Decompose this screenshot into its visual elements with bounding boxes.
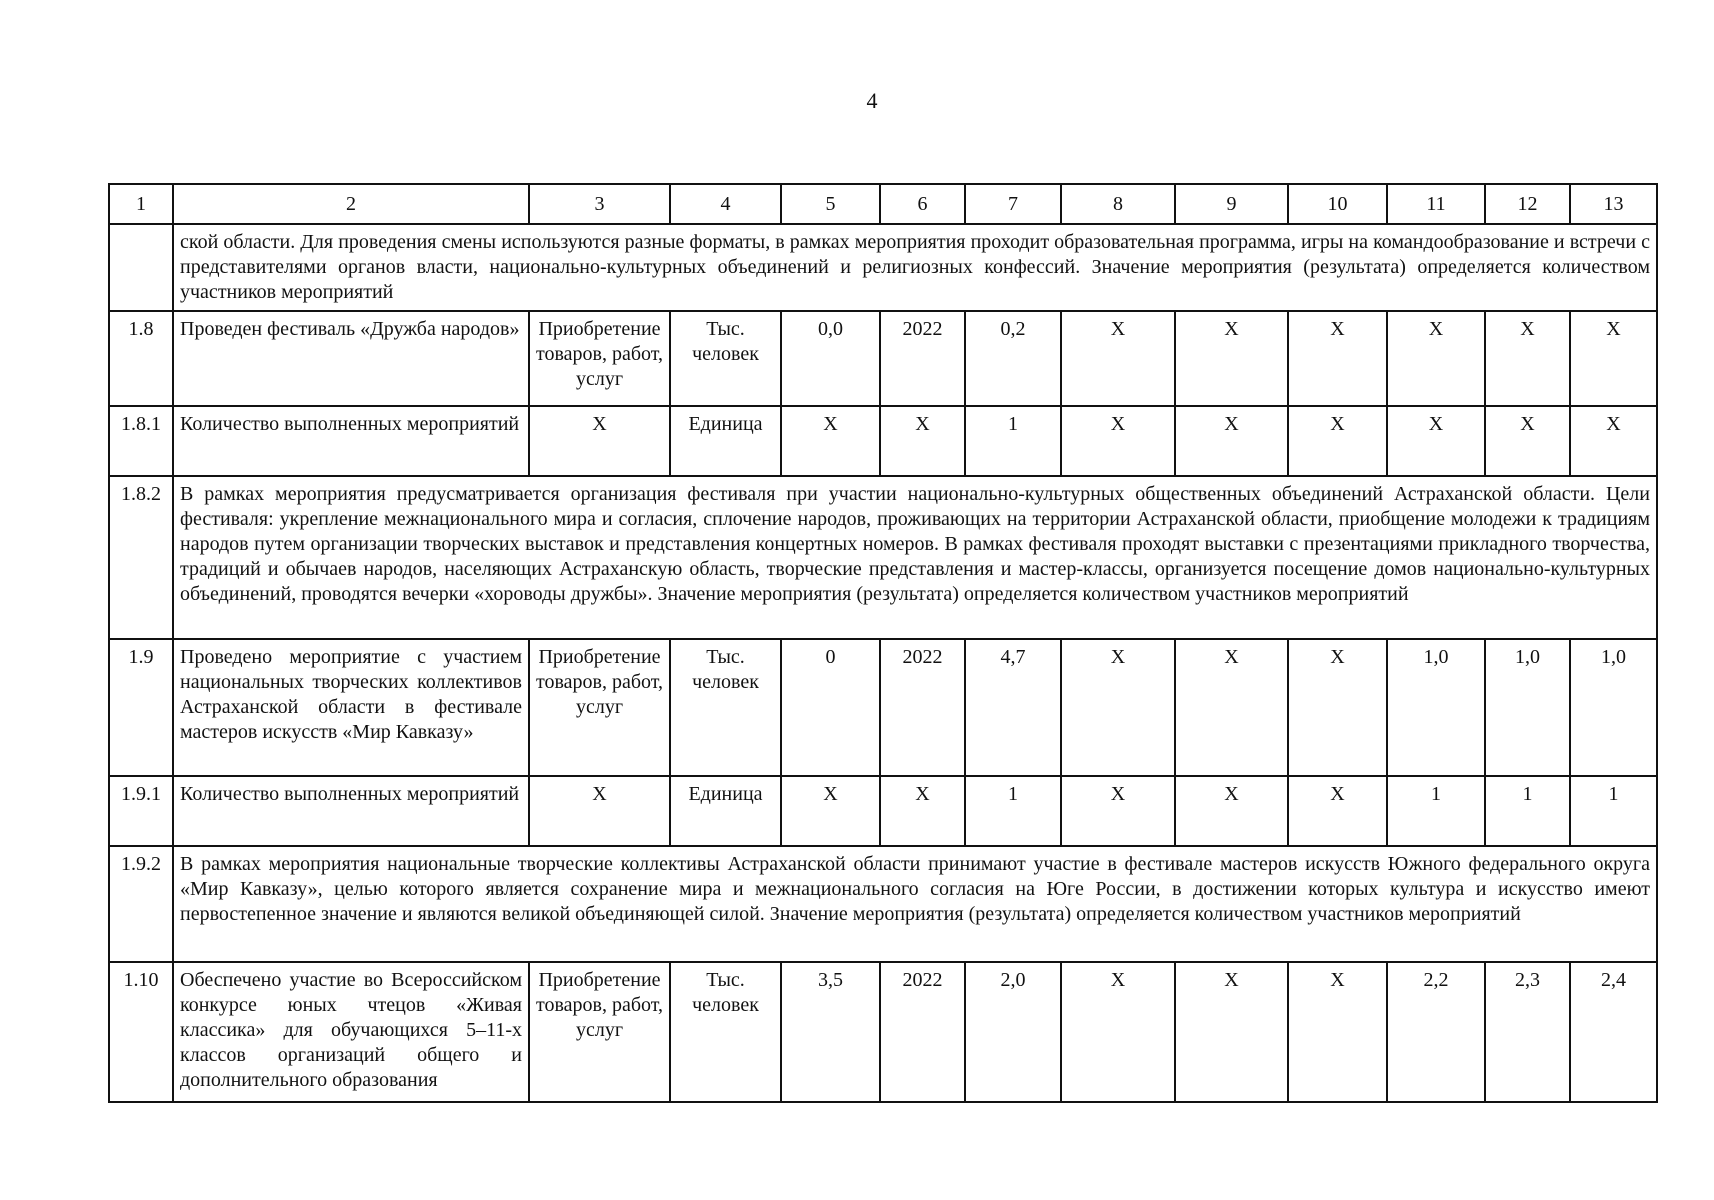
- cell-c8: X: [1061, 962, 1175, 1102]
- cell-c10: X: [1288, 962, 1387, 1102]
- cell-c12: 1: [1485, 776, 1570, 846]
- cell-c4: Тыс. человек: [670, 962, 781, 1102]
- row-number: 1.8: [109, 311, 173, 406]
- indicator-name: Проведено мероприятие с участием национальных творческих коллективов Астраханской области в фестивале мастеров искусств «Мир Кавказу»: [173, 639, 529, 776]
- cell-c3: X: [529, 406, 670, 476]
- cell-c12: X: [1485, 311, 1570, 406]
- cell-c11: 2,2: [1387, 962, 1485, 1102]
- cell-c12: X: [1485, 406, 1570, 476]
- header-cell: 4: [670, 184, 781, 224]
- cell-c6: X: [880, 406, 965, 476]
- header-cell: 5: [781, 184, 880, 224]
- header-cell: 2: [173, 184, 529, 224]
- cell-c11: X: [1387, 311, 1485, 406]
- cell-c7: 1: [965, 406, 1061, 476]
- cell-c3: X: [529, 776, 670, 846]
- cell-c6: 2022: [880, 639, 965, 776]
- indicator-name: Количество выполненных мероприятий: [173, 406, 529, 476]
- header-cell: 11: [1387, 184, 1485, 224]
- table-row: [109, 311, 1657, 406]
- cell-c4: Тыс. человек: [670, 639, 781, 776]
- table-row: [109, 962, 1657, 1102]
- description-text: В рамках мероприятия предусматривается организация фестиваля при участии национально-культурных общественных объединений Астраханской области. Цели фестиваля: укрепление межнационального мира и согласия, сплочение народов, проживающих на территории Астраханской области, приобщение молодежи к традициям народов путем организации творческих выставок и представления концертных номеров. В рамках фестиваля проходят выставки с презентациями прикладного творчества, традиций и обычаев народов, населяющих Астраханскую область, творческие представления и мастер-классы, организуется посещение домов национально-культурных объединений, проводятся вечерки «хороводы дружбы». Значение мероприятия (результата) определяется количеством участников мероприятий: [173, 476, 1657, 639]
- cell-c12: 2,3: [1485, 962, 1570, 1102]
- cell-c11: X: [1387, 406, 1485, 476]
- cell-c10: X: [1288, 311, 1387, 406]
- cell-c3: Приобретение товаров, работ, услуг: [529, 639, 670, 776]
- description-row: [109, 476, 1657, 639]
- indicator-name: Обеспечено участие во Всероссийском конкурсе юных чтецов «Живая классика» для обучающихся 5–11-х классов организаций общего и дополнительного образования: [173, 962, 529, 1102]
- row-number: 1.9: [109, 639, 173, 776]
- cell-c10: X: [1288, 406, 1387, 476]
- cell-c10: X: [1288, 776, 1387, 846]
- indicator-name: Проведен фестиваль «Дружба народов»: [173, 311, 529, 406]
- cell-c3: Приобретение товаров, работ, услуг: [529, 962, 670, 1102]
- cell-c11: 1: [1387, 776, 1485, 846]
- page-number: 4: [866, 88, 878, 113]
- row-number: 1.9.1: [109, 776, 173, 846]
- header-cell: 7: [965, 184, 1061, 224]
- cell-c3: Приобретение товаров, работ, услуг: [529, 311, 670, 406]
- cell-c5: X: [781, 406, 880, 476]
- cell-c9: X: [1175, 962, 1288, 1102]
- cell-c6: X: [880, 776, 965, 846]
- cell-c7: 2,0: [965, 962, 1061, 1102]
- row-number: [109, 224, 173, 311]
- cell-c13: X: [1570, 311, 1657, 406]
- header-cell: 10: [1288, 184, 1387, 224]
- row-number: 1.10: [109, 962, 173, 1102]
- cell-c5: 0,0: [781, 311, 880, 406]
- cell-c5: 3,5: [781, 962, 880, 1102]
- cell-c12: 1,0: [1485, 639, 1570, 776]
- description-text: ской области. Для проведения смены используются разные форматы, в рамках мероприятия проходит образовательная программа, игры на командообразование и встречи с представителями органов власти, национально-культурных объединений и религиозных конфессий. Значение мероприятия (результата) определяется количеством участников мероприятий: [173, 224, 1657, 311]
- indicator-name: Количество выполненных мероприятий: [173, 776, 529, 846]
- cell-c8: X: [1061, 406, 1175, 476]
- cell-c13: 2,4: [1570, 962, 1657, 1102]
- cell-c13: 1,0: [1570, 639, 1657, 776]
- cell-c5: 0: [781, 639, 880, 776]
- cell-c8: X: [1061, 311, 1175, 406]
- row-number: 1.8.1: [109, 406, 173, 476]
- cell-c8: X: [1061, 776, 1175, 846]
- indicator-table: [108, 183, 1658, 1103]
- cell-c8: X: [1061, 639, 1175, 776]
- header-cell: 13: [1570, 184, 1657, 224]
- cell-c7: 4,7: [965, 639, 1061, 776]
- cell-c7: 1: [965, 776, 1061, 846]
- table-row: [109, 639, 1657, 776]
- cell-c9: X: [1175, 639, 1288, 776]
- cell-c11: 1,0: [1387, 639, 1485, 776]
- header-cell: 12: [1485, 184, 1570, 224]
- table-row: [109, 406, 1657, 476]
- header-cell: 3: [529, 184, 670, 224]
- header-cell: 6: [880, 184, 965, 224]
- description-row: [109, 224, 1657, 311]
- header-cell: 1: [109, 184, 173, 224]
- cell-c6: 2022: [880, 962, 965, 1102]
- cell-c7: 0,2: [965, 311, 1061, 406]
- cell-c10: X: [1288, 639, 1387, 776]
- cell-c6: 2022: [880, 311, 965, 406]
- cell-c9: X: [1175, 406, 1288, 476]
- cell-c13: X: [1570, 406, 1657, 476]
- description-row: [109, 846, 1657, 962]
- cell-c9: X: [1175, 776, 1288, 846]
- cell-c9: X: [1175, 311, 1288, 406]
- description-text: В рамках мероприятия национальные творческие коллективы Астраханской области принимают участие в фестивале мастеров искусств Южного федерального округа «Мир Кавказу», целью которого является сохранение мира и межнационального согласия на Юге России, в достижении которых культура и искусство имеют первостепенное значение и являются великой объединяющей силой. Значение мероприятия (результата) определяется количеством участников мероприятий: [173, 846, 1657, 962]
- row-number: 1.9.2: [109, 846, 173, 962]
- table-row: [109, 776, 1657, 846]
- cell-c4: Единица: [670, 406, 781, 476]
- cell-c4: Единица: [670, 776, 781, 846]
- cell-c13: 1: [1570, 776, 1657, 846]
- cell-c5: X: [781, 776, 880, 846]
- cell-c4: Тыс. человек: [670, 311, 781, 406]
- header-cell: 8: [1061, 184, 1175, 224]
- row-number: 1.8.2: [109, 476, 173, 639]
- header-row: [109, 184, 1657, 224]
- header-cell: 9: [1175, 184, 1288, 224]
